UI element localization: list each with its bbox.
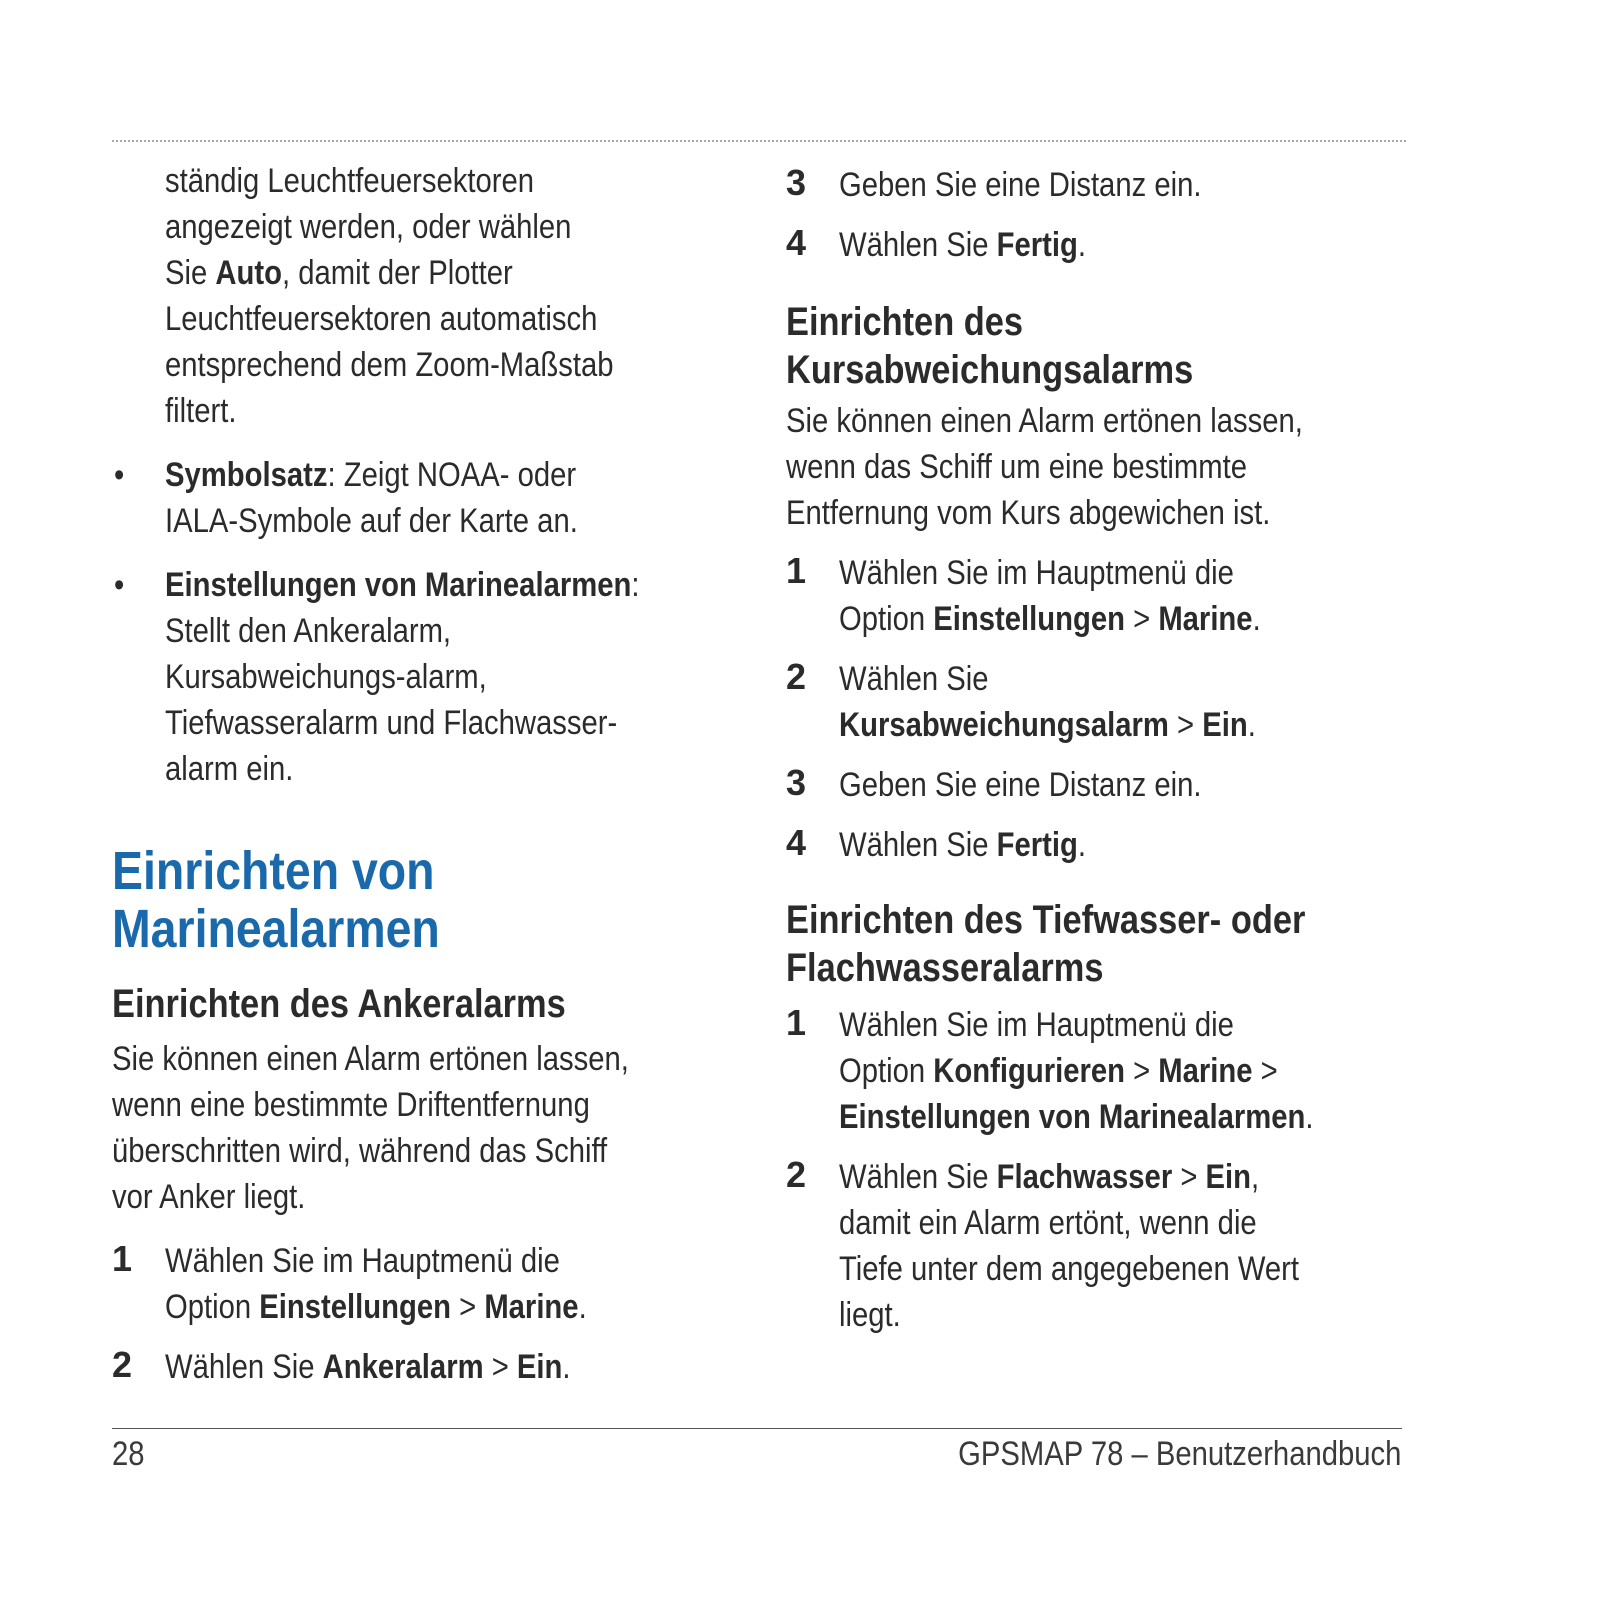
text-line: Leuchtfeuersektoren automatisch [165,300,598,338]
text-line: Stellt den Ankeralarm, [165,612,452,650]
step-number: 1 [112,1238,133,1279]
bullet-dot: • [114,566,125,604]
text-line: Wählen Sie Flachwasser > Ein, [839,1158,1260,1196]
text-line: Option Einstellungen > Marine. [165,1288,587,1326]
kurs-intro-paragraph [786,398,1406,536]
heading-line: Flachwasseralarms [786,946,1104,990]
step-number: 1 [786,1002,807,1043]
text-line: Geben Sie eine Distanz ein. [839,766,1202,804]
anker-step-2 [112,1344,732,1390]
text-line: Kursabweichungsalarm > Ein. [839,706,1256,744]
bullet-symbolsatz [112,452,732,544]
footer-rule [112,1428,1402,1429]
anker-step-4 [786,222,1406,268]
step-number: 3 [786,162,807,203]
heading-line: Einrichten des Tiefwasser- oder [786,898,1306,942]
text-line: alarm ein. [165,750,294,788]
anker-intro-paragraph [112,1036,732,1220]
text-line: Wählen Sie im Hauptmenü die [165,1242,560,1280]
bullet-marinealarme [112,562,732,792]
heading-line: Einrichten des [786,300,1024,344]
text-line: Einstellungen von Marinealarmen: [165,566,640,604]
text-line: Wählen Sie im Hauptmenü die [839,1006,1234,1044]
kurs-step-3 [786,762,1406,808]
text-line: Option Konfigurieren > Marine > [839,1052,1278,1090]
anker-step-1 [112,1238,732,1330]
step-number: 3 [786,762,807,803]
text-line: ständig Leuchtfeuersektoren [165,162,535,200]
text-line: Geben Sie eine Distanz ein. [839,166,1202,204]
text-line: Wählen Sie im Hauptmenü die [839,554,1234,592]
text-line: Sie Auto, damit der Plotter [165,254,513,292]
kurs-step-1 [786,550,1406,642]
text-line: Symbolsatz: Zeigt NOAA- oder [165,456,577,494]
top-dotted-rule [112,140,1406,142]
manual-title: GPSMAP 78 – Benutzerhandbuch [957,1435,1401,1473]
step-number: 1 [786,550,807,591]
text-line: Sie können einen Alarm ertönen lassen, [786,402,1303,440]
section-heading [112,842,645,958]
subheading-ankeralarm: Einrichten des Ankeralarms [112,982,566,1026]
tief-step-1 [786,1002,1406,1140]
text-line: wenn eine bestimmte Driftentfernung [112,1086,590,1124]
step-number: 2 [786,656,807,697]
text-line: Tiefwasseralarm und Flachwasser- [165,704,618,742]
heading-line: Kursabweichungsalarms [786,348,1194,392]
kurs-step-2 [786,656,1406,748]
step-number: 4 [786,222,807,263]
text-line: Wählen Sie Ankeralarm > Ein. [165,1348,571,1386]
step-number: 2 [112,1344,133,1385]
page-number: 28 [112,1435,145,1473]
text-line: Tiefe unter dem angegebenen Wert [839,1250,1300,1288]
text-line: damit ein Alarm ertönt, wenn die [839,1204,1257,1242]
text-line: wenn das Schiff um eine bestimmte [786,448,1248,486]
step-number: 4 [786,822,807,863]
heading-line: Einrichten von [112,841,435,901]
text-line: IALA-Symbole auf der Karte an. [165,502,578,540]
text-line: überschritten wird, während das Schiff [112,1132,608,1170]
text-line: Kursabweichungs-alarm, [165,658,487,696]
text-line: filtert. [165,392,237,430]
kurs-step-4 [786,822,1406,868]
text-line: Wählen Sie Fertig. [839,226,1087,264]
text-line: Wählen Sie [839,660,989,698]
text-line: entsprechend dem Zoom-Maßstab [165,346,614,384]
left-column [112,158,732,1390]
text-line: angezeigt werden, oder wählen [165,208,572,246]
heading-line: Marinealarmen [112,899,440,959]
continued-paragraph [112,158,732,434]
anker-step-3 [786,162,1406,208]
right-column [786,158,1406,1338]
step-number: 2 [786,1154,807,1195]
text-line: Einstellungen von Marinealarmen. [839,1098,1314,1136]
bullet-dot: • [114,456,125,494]
text-line: liegt. [839,1296,901,1334]
text-line: Entfernung vom Kurs abgewichen ist. [786,494,1271,532]
text-line: Sie können einen Alarm ertönen lassen, [112,1040,629,1078]
text-line: Wählen Sie Fertig. [839,826,1087,864]
text-line: vor Anker liegt. [112,1178,306,1216]
text-line: Option Einstellungen > Marine. [839,600,1261,638]
tief-step-2 [786,1154,1406,1338]
subheading-kursabweichung [786,298,1319,394]
subheading-tiefwasser [786,896,1319,992]
